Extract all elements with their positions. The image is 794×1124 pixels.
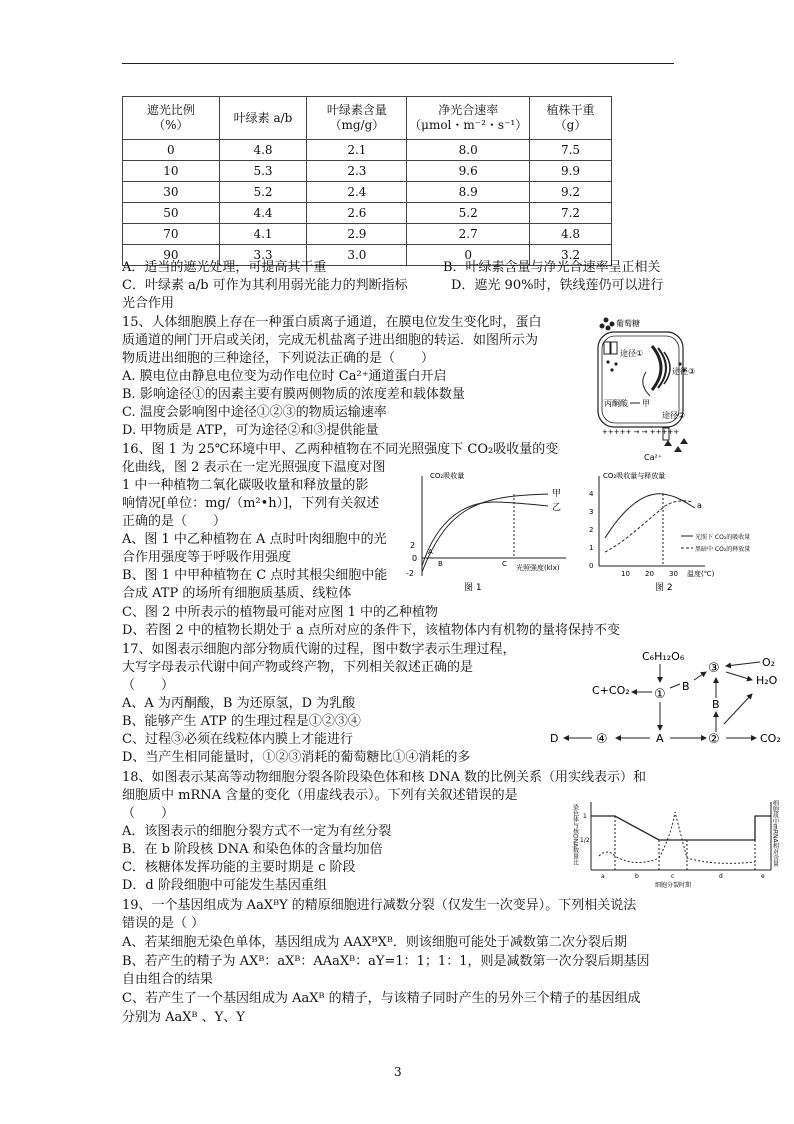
q19-option-b: B、若产生的精子为 AXᴮ：aXᴮ：AAaXᴮ：aY=1：1；1：1，则是减数第一次分裂后期基因 [122,954,650,969]
fig16b-ytick-1: 1 [589,544,594,552]
q16-stem-3: 1 中一种植物二氧化碳吸收量和释放量的影 [122,478,369,493]
fig17-node1: ① [654,687,666,702]
table-cell: 7.2 [530,203,612,224]
table-cell: 50 [123,203,220,224]
fig18-stage-b: b [635,873,639,880]
fig16a-ylabel: CO₂吸收量 [430,472,465,480]
table-cell: 3.2 [530,245,612,266]
q15-option-c: C. 温度会影响图中途径①②③的物质运输速率 [122,405,387,420]
q17-stem-3: （ ） [122,678,175,693]
table-row [123,161,612,182]
fig16b-xtick-20: 20 [645,570,654,578]
q14-option-b: B．叶绿素含量与净光合速率呈正相关 [443,260,661,275]
table-header-cell: 遮光比例 （%） [123,97,220,140]
q14-option-d-cont: 光合作用 [122,296,175,311]
table-cell: 30 [123,182,220,203]
q16-option-c: C、图 2 中所表示的植物最可能对应图 1 中的乙种植物 [122,605,439,620]
fig16a-tick-0: 0 [412,554,418,563]
fig17-cco2: C+CO₂ [592,684,630,697]
fig16b-ytick-0: 0 [589,562,594,570]
table-header-row [123,97,612,140]
table-cell: 4.4 [219,203,307,224]
q19-option-b-cont: 自由组合的结果 [122,972,214,987]
fig16a-point-b: B [438,560,443,568]
fig17-d: D [550,732,559,745]
table-cell: 9.9 [530,161,612,182]
q17-option-a: A、A 为丙酮酸，B 为还原氢，D 为乳酸 [122,696,356,711]
top-rule [122,63,674,64]
table-row [123,203,612,224]
q18-option-b: B．在 b 阶段核 DNA 和染色体的含量均加倍 [122,842,383,857]
table-cell: 0 [123,140,220,161]
fig16a-tick-neg2: -2 [406,569,414,578]
table-cell: 2.1 [307,140,407,161]
q19-stem-2: 错误的是（ ） [122,916,205,931]
fig18-stage-c: c [671,873,675,880]
table-cell: 5.3 [219,161,307,182]
q16-option-b: B、图 1 中甲种植物在 C 点时其根尖细胞中能 [122,568,388,583]
fig16a-point-c: C [502,560,507,568]
light-uptake-curve [605,494,695,538]
table-cell: 4.1 [219,224,307,245]
fig17-h2o: H₂O [756,674,778,687]
fig16b-xtick-10: 10 [621,570,630,578]
fig16b-ytick-4: 4 [589,490,594,498]
ca-label: Ca²⁺ [644,453,662,462]
q18-option-d: D．d 阶段细胞中可能发生基因重组 [122,878,327,893]
fig16b-legend-dark: 黑暗中 CO₂的释放量 [695,546,751,553]
fig16a-xlabel: 光照强度(klx) [516,564,560,572]
q15-stem-1: 15、人体细胞膜上存在一种蛋白质离子通道，在膜电位发生变化时，蛋白 [122,315,542,330]
membrane-transport-figure [568,312,696,462]
figure16-1-light-curve [398,466,570,596]
q16-option-b-cont: 合成 ATP 的场所有细胞质基质、线粒体 [122,586,352,601]
fig17-glucose: C₆H₁₂O₆ [642,650,685,663]
fig18-yhalf: 1/2 [580,837,590,844]
fig18-stage-e: e [761,873,765,880]
fig18-yleft: 染色体与核DNA数量比 [571,804,579,866]
fig17-b2: B [712,698,720,711]
path1-label: 途径① [620,349,644,358]
q18-stem-3: （ ） [122,806,175,821]
table-cell: 90 [123,245,220,266]
table-cell: 7.5 [530,140,612,161]
fig16b-point-a: a [697,501,702,510]
table-row [123,182,612,203]
table-header-cell: 叶绿素 a/b [219,97,307,140]
table-cell: 2.7 [407,224,530,245]
q16-option-a-cont: 合作用强度等于呼吸作用强度 [122,550,292,565]
table-cell: 3.3 [219,245,307,266]
q16-stem-2: 化曲线，图 2 表示在一定光照强度下温度对图 [122,460,386,475]
table-header-cell: 净光合速率 （μmol・m⁻²・s⁻¹） [407,97,530,140]
svg-text:+++++ → → +++++: +++++ → → +++++ [602,428,680,436]
yi-curve [422,502,548,566]
table-cell: 0 [407,245,530,266]
fig18-stage-d: d [719,873,723,880]
table-cell: 3.0 [307,245,407,266]
fig16b-ytick-3: 3 [589,508,594,516]
glucose-label: 葡萄糖 [616,319,640,328]
q19-option-a: A、若某细胞无染色单体，基因组成为 AAXᴮXᴮ．则该细胞可能处于减数第二次分裂后期 [122,935,627,950]
fig16a-yi: 乙 [552,503,562,513]
table-cell: 9.6 [407,161,530,182]
q16-option-a: A、图 1 中乙种植物在 A 点时叶肉细胞中的光 [122,532,387,547]
fig16a-jia: 甲 [552,489,562,499]
table-header-cell: 植株干重 （g） [530,97,612,140]
fig16b-caption: 图 2 [655,583,673,593]
q17-option-c: C、过程③必须在线粒体内膜上才能进行 [122,732,353,747]
q14-option-a: A．适当的遮光处理，可提高其干重 [122,260,327,275]
q19-stem-1: 19、一个基因组成为 AaXᴮY 的精原细胞进行减数分裂（仅发生一次变异）。下列相关说法 [122,898,637,913]
q17-option-d: D、当产生相同能量时，①②③消耗的葡萄糖比①④消耗的多 [122,750,471,765]
figure16-2-temperature-curve [585,466,775,596]
fig17-a: A [656,732,664,745]
dark-release-curve [605,501,693,552]
path3-label: 途径③ [672,367,696,376]
q14-option-c: C．叶绿素 a/b 可作为其利用弱光能力的判断指标 [122,278,408,293]
q18-stem-1: 18、如图表示某高等动物细胞分裂各阶段染色体和核 DNA 数的比例关系（用实线表示）和 [122,770,646,785]
fig16a-tick-2: 2 [410,541,416,550]
metabolism-diagram [548,646,788,756]
q18-option-c: C．核糖体发挥功能的主要时期是 c 阶段 [122,860,356,875]
q15-stem-3: 物质进出细胞的三种途径，下列说法正确的是（ ） [122,351,435,366]
q18-stem-2: 细胞质中 mRNA 含量的变化（用虚线表示）。下列有关叙述错误的是 [122,788,518,803]
fig16b-ylabel: CO₂吸收量与释放量 [603,472,666,480]
fig17-co2: CO₂ [760,732,781,745]
fig17-o2: O₂ [762,656,776,669]
table-cell: 2.9 [307,224,407,245]
q15-stem-2: 质通道的闸门开启或关闭，完成无机盐离子进出细胞的转运．如图所示为 [122,333,539,348]
fig17-node4: ④ [596,732,608,747]
table-cell: 5.2 [219,182,307,203]
fig16b-xtick-30: 30 [669,570,678,578]
q17-stem-1: 17、如图表示细胞内部分物质代谢的过程，图中数字表示生理过程， [122,642,516,657]
fig18-xlabel: 细胞分裂时期 [655,882,692,889]
q19-option-c: C、若产生了一个基因组成为 AaXᴮ 的精子，与该精子同时产生的另外三个精子的基因组成 [122,991,641,1006]
fig16a-caption: 图 1 [464,583,482,593]
table-cell: 2.4 [307,182,407,203]
fig16b-legend-light: 光照下 CO₂的吸收量 [695,534,751,541]
q16-option-d: D、若图 2 中的植物长期处于 a 点所对应的条件下，该植物体内有机物的量将保持不变 [122,623,620,638]
table-cell: 9.2 [530,182,612,203]
table-cell: 8.9 [407,182,530,203]
fig17-b1: B [682,680,690,693]
table-header-cell: 叶绿素含量 （mg/g） [307,97,407,140]
q18-option-a: A．该图表示的细胞分裂方式不一定为有丝分裂 [122,824,392,839]
q16-stem-5: 正确的是（ ） [122,514,227,529]
table-cell: 70 [123,224,220,245]
pyruvate-label: 丙酮酸 [604,399,628,408]
jia-label: 甲 [642,399,650,408]
table-cell: 10 [123,161,220,182]
q16-stem-1: 16、图 1 为 25℃环境中甲、乙两种植物在不同光照强度下 CO₂吸收量的变 [122,442,559,457]
fig18-yright: 细胞质中mRNA相对含量 [771,800,779,867]
table-cell: 4.8 [219,140,307,161]
q17-option-b: B、能够产生 ATP 的生理过程是①②③④ [122,714,361,729]
fig16b-ytick-2: 2 [589,526,594,534]
fig17-node3: ③ [708,661,720,676]
q15-option-a: A. 膜电位由静息电位变为动作电位时 Ca²⁺通道蛋白开启 [122,369,447,384]
path2-label: 途径② [662,411,686,420]
table-cell: 5.2 [407,203,530,224]
table-row [123,140,612,161]
q17-stem-2: 大写字母表示代谢中间产物或终产物，下列相关叙述正确的是 [122,660,474,675]
table-row [123,224,612,245]
page-number: 3 [394,1065,402,1079]
mitochondrion-icon [652,346,670,390]
q15-option-d: D. 甲物质是 ATP，可为途径②和③提供能量 [122,423,379,438]
fig16a-point-a: A [428,548,433,556]
table-cell: 2.3 [307,161,407,182]
table-cell: 2.6 [307,203,407,224]
table-cell: 4.8 [530,224,612,245]
shading-data-table [122,96,612,266]
cell-division-figure [571,796,785,889]
q16-stem-4: 响情况[单位：mg/（m²•h）]，下列有关叙述 [122,496,380,511]
fig16b-xlabel: 温度(℃) [687,570,715,578]
q19-option-c-cont: 分别为 AaXᴮ 、Y、Y [122,1010,245,1025]
table-cell: 8.0 [407,140,530,161]
fig18-y1: 1 [583,813,587,820]
q15-option-b: B. 影响途径①的因素主要有膜两侧物质的浓度差和载体数量 [122,387,465,402]
q14-option-d: D．遮光 90%时，铁线莲仍可以进行 [451,278,664,293]
fig17-node2: ② [708,732,720,747]
fig18-stage-a: a [601,873,605,880]
